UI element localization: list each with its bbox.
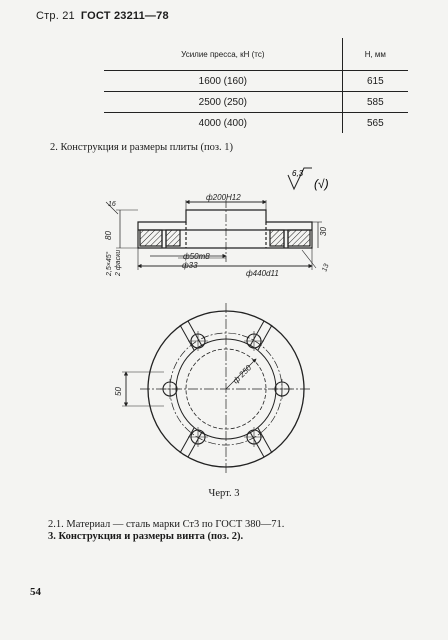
paragraph-3: 3. Конструкция и размеры винта (поз. 2).	[48, 531, 244, 542]
roughness-value: 6,3	[292, 169, 304, 178]
figure-caption: Черт. 3	[208, 488, 240, 499]
roughness-other: (√)	[314, 177, 329, 191]
table-cell: 4000 (400)	[104, 113, 342, 134]
dim-side13: 13	[321, 262, 331, 273]
dim-r16: 16	[108, 201, 116, 208]
page-number: 54	[30, 586, 41, 598]
plate-section-view	[106, 200, 322, 270]
standard-code: ГОСТ 23211—78	[80, 10, 169, 22]
table-cell: 2500 (250)	[104, 92, 342, 113]
dim-d200: ф200Н12	[206, 193, 241, 202]
roughness-symbol	[288, 168, 329, 191]
plate-plan-view	[122, 303, 312, 475]
table-cell: 565	[366, 117, 384, 129]
table-cell: 1600 (160)	[104, 71, 342, 92]
table-cell: 585	[342, 92, 408, 113]
col-header-force: Усилие пресса, кН (тс)	[104, 38, 342, 71]
dim-d440: ф440d11	[246, 269, 279, 278]
plan-dimensions	[114, 363, 254, 396]
dim-h30: 30	[319, 227, 328, 236]
dim-w50: 50	[114, 387, 123, 396]
col-header-h: H, мм	[342, 38, 408, 71]
paragraph-2-1: 2.1. Материал — сталь марки Ст3 по ГОСТ 380—71.	[48, 519, 285, 530]
dim-h80: 80	[104, 231, 113, 240]
dim-d50m: ф50m8	[183, 252, 210, 261]
dim-d250: ф 250	[231, 363, 254, 386]
dim-d33: ф33	[182, 261, 198, 270]
page-prefix: Стр. 21	[36, 10, 75, 22]
dim-chamfer-note: 2 фаски	[115, 249, 122, 276]
section-2-heading: 2. Конструкция и размеры плиты (поз. 1)	[50, 142, 234, 153]
table-cell: 615	[342, 71, 408, 92]
dim-chamfer: 2,5×45°	[106, 251, 113, 276]
